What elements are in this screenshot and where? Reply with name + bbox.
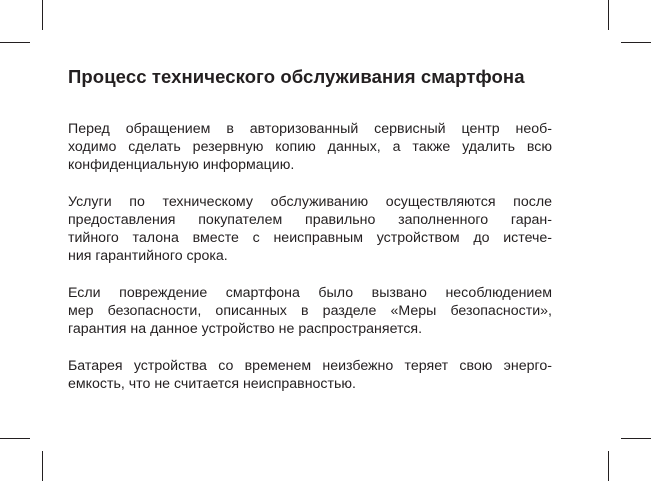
paragraph-line: тийного талона вместе с неисправным устройством до истече- [68,230,552,246]
crop-mark-bottom-right-vertical [608,451,609,481]
paragraph-backup [68,120,552,174]
paragraph-line: Если повреждение смартфона было вызвано несоблюдением [68,285,552,301]
crop-mark-top-left-horizontal [0,42,30,43]
paragraph-line: ходимо сделать резервную копию данных, а также удалить всю [68,139,552,155]
paragraph-battery [68,357,552,393]
crop-mark-bottom-left-vertical [42,451,43,481]
crop-mark-top-left-vertical [42,0,43,30]
paragraph-line: конфиденциальную информацию. [68,157,295,173]
crop-mark-bottom-right-horizontal [621,438,651,439]
crop-mark-top-right-vertical [608,0,609,30]
paragraph-line: гарантия на данное устройство не распространяется. [68,321,423,337]
paragraph-safety-violation [68,284,552,338]
crop-mark-top-right-horizontal [621,42,651,43]
paragraph-line: ния гарантийного срока. [68,248,228,264]
document-page [68,64,552,412]
crop-mark-bottom-left-horizontal [0,438,30,439]
paragraph-line: Услуги по техническому обслуживанию осуществляются после [68,194,552,210]
paragraph-line: мер безопасности, описанных в разделе «Меры безопасности», [68,303,552,319]
paragraph-service-terms [68,193,552,265]
paragraph-line: емкость, что не считается неисправностью. [68,376,356,392]
paragraph-line: Батарея устройства со временем неизбежно теряет свою энерго- [68,358,552,374]
paragraph-line: Перед обращением в авторизованный сервисный центр необ- [68,121,552,137]
page-title: Процесс технического обслуживания смартфона [68,66,525,87]
paragraph-line: предоставления покупателем правильно заполненного гаран- [68,212,552,228]
